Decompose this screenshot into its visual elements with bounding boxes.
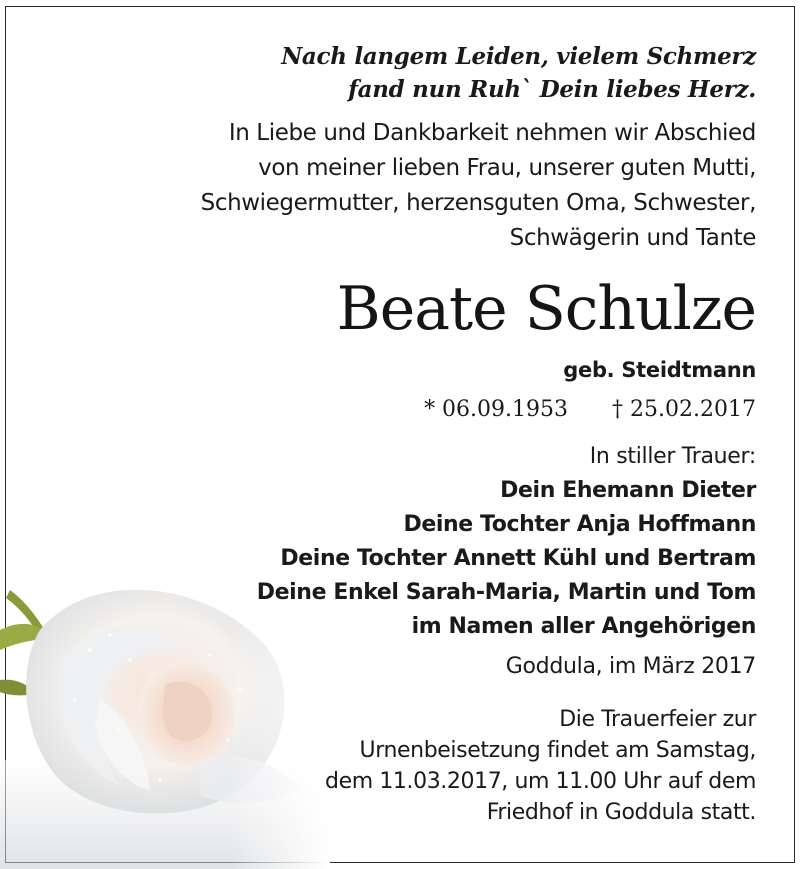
funeral-line-3: dem 11.03.2017, um 11.00 Uhr auf dem bbox=[325, 769, 756, 794]
deceased-name: Beate Schulze bbox=[336, 274, 756, 344]
farewell-intro bbox=[201, 116, 756, 256]
funeral-details bbox=[325, 704, 756, 828]
intro-line-3: Schwiegermutter, herzensguten Oma, Schwester, bbox=[200, 190, 756, 216]
death-date: † 25.02.2017 bbox=[612, 397, 756, 422]
mourner-item: Deine Tochter Annett Kühl und Bertram bbox=[280, 546, 756, 571]
mourning-heading: In stiller Trauer: bbox=[589, 444, 756, 469]
birth-date: * 06.09.1953 bbox=[424, 397, 569, 422]
intro-line-1: In Liebe und Dankbarkeit nehmen wir Abschied bbox=[228, 120, 756, 146]
mourner-item: Deine Enkel Sarah-Maria, Martin und Tom bbox=[256, 580, 756, 605]
intro-line-4: Schwägerin und Tante bbox=[509, 225, 756, 251]
place-and-date: Goddula, im März 2017 bbox=[505, 654, 756, 679]
mourners-list bbox=[257, 474, 756, 644]
memorial-verse bbox=[281, 40, 756, 106]
mourner-item: im Namen aller Angehörigen bbox=[411, 614, 756, 639]
funeral-line-2: Urnenbeisetzung findet am Samstag, bbox=[359, 738, 756, 763]
life-dates bbox=[424, 396, 756, 424]
funeral-line-1: Die Trauerfeier zur bbox=[559, 707, 756, 732]
verse-line-2: fand nun Ruh` Dein liebes Herz. bbox=[348, 76, 756, 103]
mourner-item: Deine Tochter Anja Hoffmann bbox=[403, 512, 756, 537]
funeral-line-4: Friedhof in Goddula statt. bbox=[486, 800, 756, 825]
maiden-name: geb. Steidtmann bbox=[563, 358, 756, 382]
verse-line-1: Nach langem Leiden, vielem Schmerz bbox=[281, 43, 756, 70]
mourner-item: Dein Ehemann Dieter bbox=[500, 478, 756, 503]
intro-line-2: von meiner lieben Frau, unserer guten Mutti, bbox=[258, 155, 756, 181]
